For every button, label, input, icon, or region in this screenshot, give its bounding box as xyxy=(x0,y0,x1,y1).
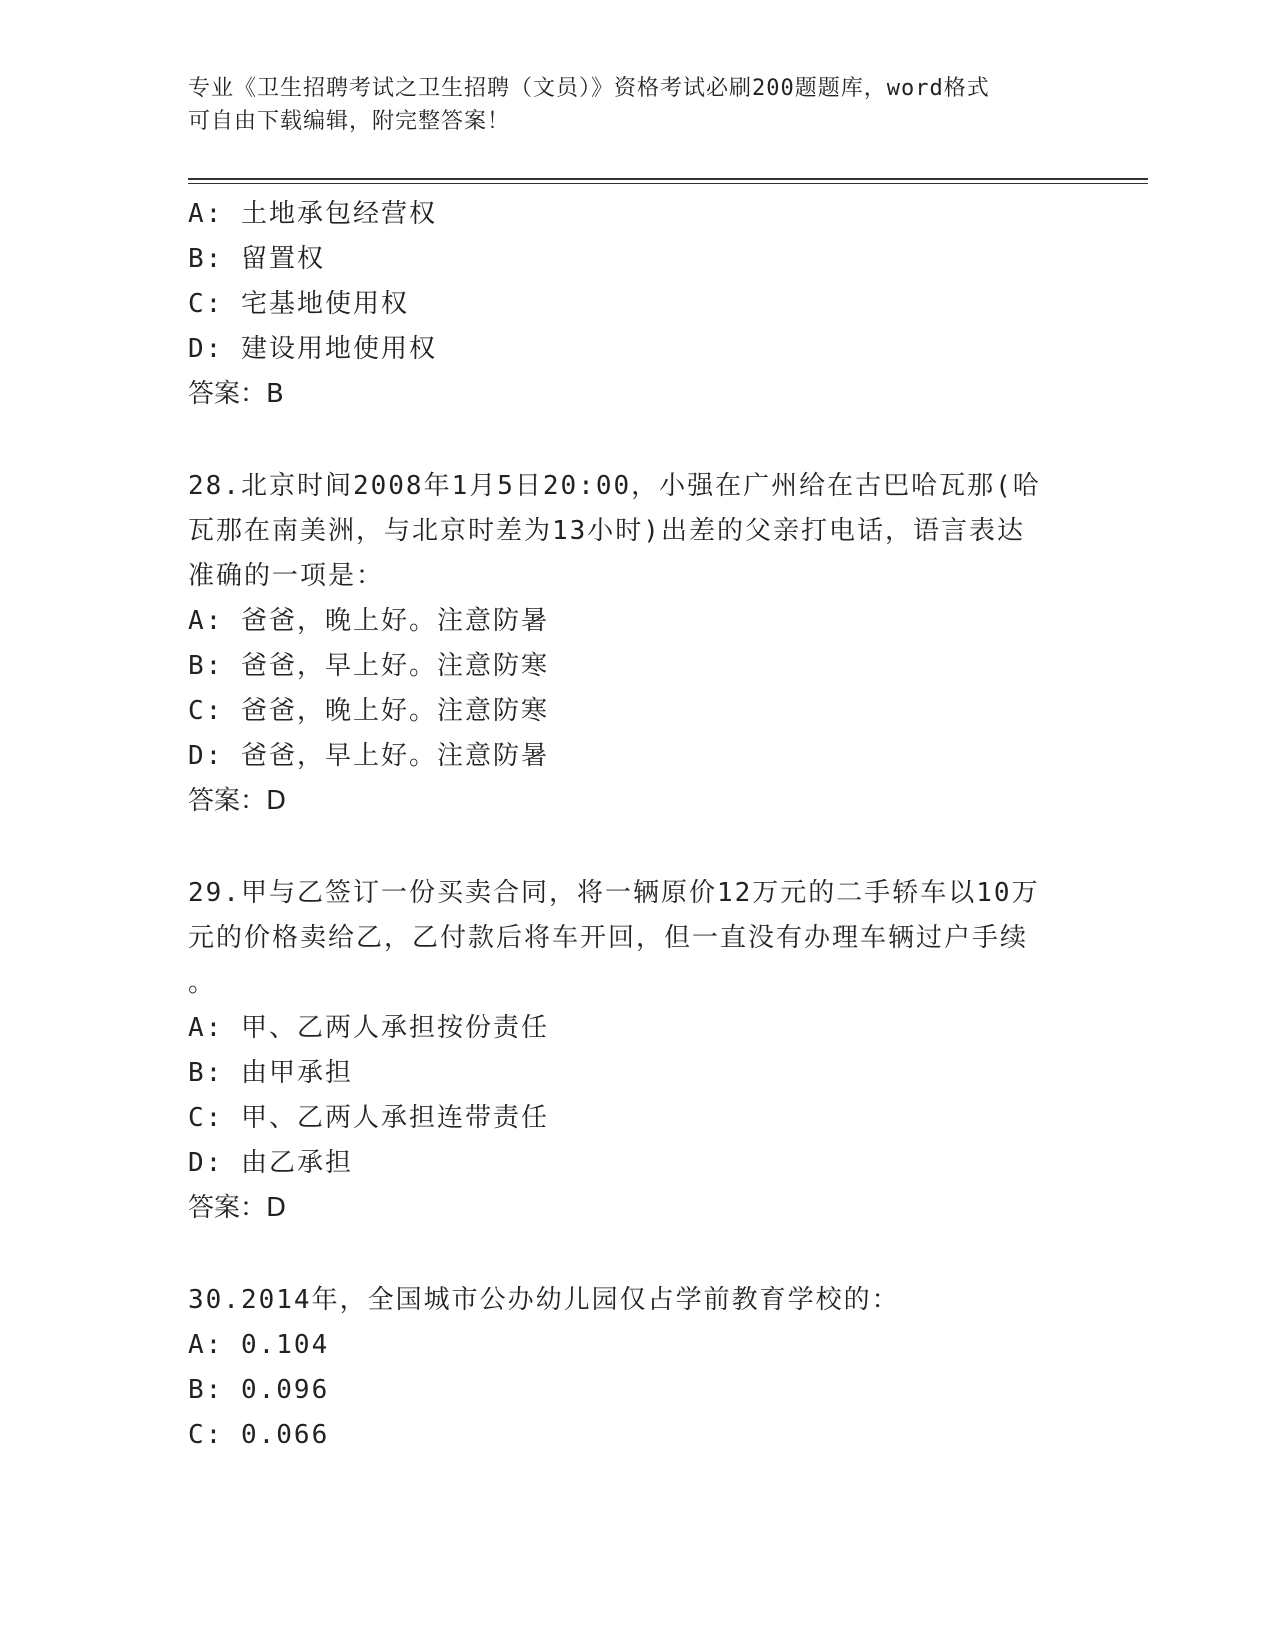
question-text-line: 30.2014年，全国城市公办幼儿园仅占学前教育学校的： xyxy=(188,1285,900,1315)
header-line-1: 专业《卫生招聘考试之卫生招聘（文员）》资格考试必刷200题题库，word格式 xyxy=(188,76,990,101)
header-divider-thick xyxy=(188,178,1148,180)
question-30 xyxy=(188,1278,1068,1458)
option-a: A: 0.104 xyxy=(188,1330,330,1360)
header-line-2: 可自由下载编辑，附完整答案！ xyxy=(188,109,511,134)
spacer xyxy=(188,417,1068,464)
answer: 答案：B xyxy=(188,379,284,409)
option-d: D: 建设用地使用权 xyxy=(188,334,437,364)
question-text-line: 元的价格卖给乙，乙付款后将车开回，但一直没有办理车辆过户手续 xyxy=(188,923,1029,953)
question-29 xyxy=(188,871,1068,1231)
option-d: D: 爸爸，早上好。注意防暑 xyxy=(188,741,549,771)
option-c: C: 爸爸，晚上好。注意防寒 xyxy=(188,696,549,726)
answer: 答案：D xyxy=(188,786,287,816)
question-text-line: 准确的一项是： xyxy=(188,561,385,591)
option-c: C: 甲、乙两人承担连带责任 xyxy=(188,1103,549,1133)
option-a: A: 爸爸，晚上好。注意防暑 xyxy=(188,606,549,636)
answer: 答案：D xyxy=(188,1193,287,1223)
question-text-line: 瓦那在南美洲，与北京时差为13小时)出差的父亲打电话，语言表达 xyxy=(188,516,1025,546)
option-b: B: 爸爸，早上好。注意防寒 xyxy=(188,651,549,681)
question-text-line: 。 xyxy=(188,968,217,998)
option-d: D: 由乙承担 xyxy=(188,1148,353,1178)
question-list xyxy=(188,192,1068,1458)
option-a: A: 土地承包经营权 xyxy=(188,199,437,229)
option-b: B: 留置权 xyxy=(188,244,325,274)
question-text-line: 28.北京时间2008年1月5日20:00，小强在广州给在古巴哈瓦那(哈 xyxy=(188,471,1041,501)
option-a: A: 甲、乙两人承担按份责任 xyxy=(188,1013,549,1043)
question-text-line: 29.甲与乙签订一份买卖合同，将一辆原价12万元的二手轿车以10万 xyxy=(188,878,1040,908)
option-b: B: 0.096 xyxy=(188,1375,330,1405)
spacer xyxy=(188,1231,1068,1278)
spacer xyxy=(188,824,1068,871)
header-divider-thin xyxy=(188,183,1148,184)
question-28 xyxy=(188,464,1068,824)
option-b: B: 由甲承担 xyxy=(188,1058,353,1088)
question-27 xyxy=(188,192,1068,417)
option-c: C: 宅基地使用权 xyxy=(188,289,409,319)
document-header xyxy=(188,72,1068,138)
option-c: C: 0.066 xyxy=(188,1420,330,1450)
